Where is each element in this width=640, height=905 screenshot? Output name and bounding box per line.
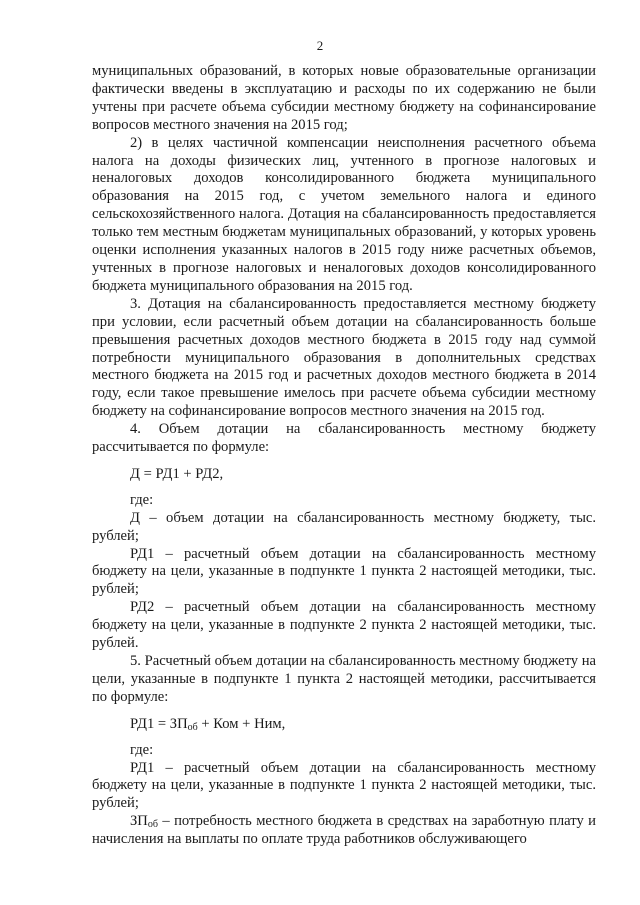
formula-rd1-lhs: РД1 = ЗП bbox=[130, 715, 188, 732]
paragraph-continuation: муниципальных образований, в которых новые образовательные организации фактически введены в эксплуатацию и расходы по их содержанию не были учтены при расчете объема субсидии местному бюджету на софинансирование вопросов местного значения на 2015 год; bbox=[92, 63, 596, 133]
definition-rd2: РД2 – расчетный объем дотации на сбалансированность местному бюджету на цели, указанные в подпункте 2 пункта 2 настоящей методики, тыс. рублей. bbox=[92, 599, 596, 652]
term-zp: ЗП bbox=[130, 813, 148, 830]
formula-rd1 bbox=[92, 716, 596, 734]
formula-d: Д = РД1 + РД2, bbox=[130, 465, 224, 482]
paragraph-section-4: 4. Объем дотации на сбалансированность местному бюджету рассчитывается по формуле: bbox=[92, 421, 596, 456]
term-zp-subscript: об bbox=[147, 819, 158, 831]
page-number: 2 bbox=[316, 38, 324, 53]
definition-rd1: РД1 – расчетный объем дотации на сбалансированность местному бюджету на цели, указанные в подпункте 1 пункта 2 настоящей методики, тыс. рублей; bbox=[92, 545, 596, 598]
definition-zp-text: – потребность местного бюджета в средствах на заработную плату и начисления на выплаты по оплате труда работников обслуживающего bbox=[92, 813, 596, 848]
where-label-2: где: bbox=[130, 741, 154, 758]
formula-rd1-subscript: об bbox=[187, 721, 198, 733]
definition-zp bbox=[92, 813, 596, 849]
formula-rd1-rhs: + Ком + Ним, bbox=[197, 715, 286, 732]
definition-d: Д – объем дотации на сбалансированность местному бюджету, тыс. рублей; bbox=[92, 509, 596, 544]
paragraph-item-2: 2) в целях частичной компенсации неисполнения расчетного объема налога на доходы физических лиц, учтенного в прогнозе налоговых и неналоговых доходов консолидированного бюджета муниципального образования на 2015 год, с учетом земельного налога и единого сельскохозяйственного налога. Дотация на сбалансированность предоставляется только тем местным бюджетам муниципальных образований, у которых уровень оценки исполнения указанных налогов в 2015 году ниже расчетных объемов, учтенных в прогнозе налоговых и неналоговых доходов консолидированного бюджета муниципального образования на 2015 год. bbox=[92, 134, 596, 294]
where-label: где: bbox=[130, 491, 154, 508]
paragraph-section-3: 3. Дотация на сбалансированность предоставляется местному бюджету при условии, если расчетный объем дотации на сбалансированность больше превышения расчетных доходов местного бюджета в 2015 году над суммой потребности муниципального образования в дополнительных средствах местного бюджета на 2015 год и расчетных доходов местного бюджета в 2014 году, если такое превышение имелось при расчете объема субсидии местному бюджету на софинансирование вопросов местного значения на 2015 год. bbox=[92, 295, 596, 420]
paragraph-section-5: 5. Расчетный объем дотации на сбалансированность местному бюджету на цели, указанные в подпункте 1 пункта 2 настоящей методики, рассчитывается по формуле: bbox=[92, 653, 596, 705]
definition-rd1-repeat: РД1 – расчетный объем дотации на сбалансированность местному бюджету на цели, указанные в подпункте 1 пункта 2 настоящей методики, тыс. рублей; bbox=[92, 759, 596, 812]
body-text bbox=[92, 63, 596, 849]
